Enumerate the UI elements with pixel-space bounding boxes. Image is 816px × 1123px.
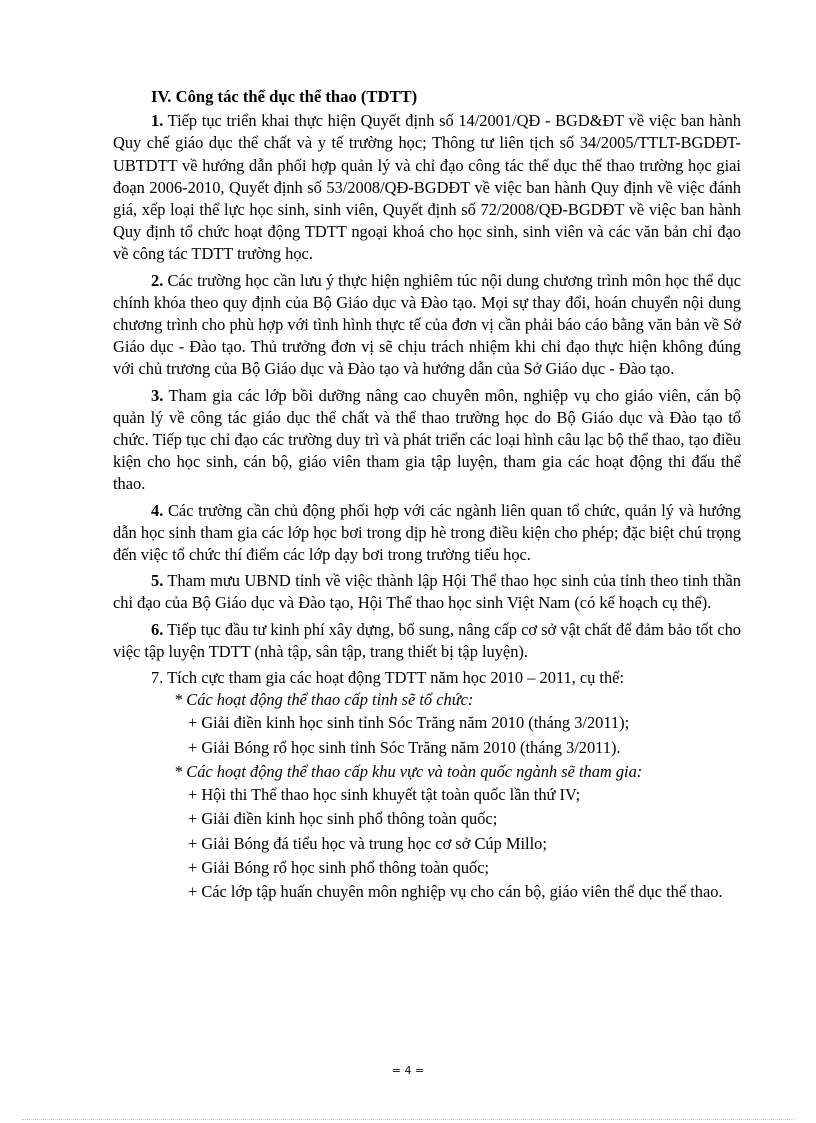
paragraph-text: Tham gia các lớp bồi dưỡng nâng cao chuyên môn, nghiệp vụ cho giáo viên, cán bộ quản lý về công tác giáo dục thể chất và thể thao trường học do Bộ Giáo dục và Đào tạo tổ chức. Tiếp tục chỉ đạo các trường duy trì và phát triển các loại hình câu lạc bộ thể thao, tạo điều kiện cho học sinh, cán bộ, giáo viên tham gia tập luyện, tham gia các hoạt động thi đấu thể thao. [113, 385, 741, 494]
paragraph-number: 1. [151, 111, 164, 131]
paragraph-2 [113, 270, 741, 381]
paragraph-text: Tham mưu UBND tỉnh về việc thành lập Hội Thể thao học sinh của tỉnh theo tinh thần chỉ đạo của Bộ Giáo dục và Đào tạo, Hội Thể thao học sinh Việt Nam (có kế hoạch cụ thể). [113, 571, 741, 613]
paragraph-number: 6. [151, 619, 164, 639]
national-item: + Giải Bóng rổ học sinh phổ thông toàn quốc; [188, 857, 490, 877]
national-heading: * Các hoạt động thể thao cấp khu vực và toàn quốc ngành sẽ tham gia: [174, 761, 643, 781]
document-body [113, 86, 741, 903]
page-number: = 4 = [391, 1064, 425, 1077]
paragraph-text: Tiếp tục đầu tư kinh phí xây dựng, bổ sung, nâng cấp cơ sở vật chất để đảm bảo tốt cho việc tập luyện TDTT (nhà tập, sân tập, trang thiết bị tập luyện). [113, 619, 741, 661]
national-item: + Giải Bóng đá tiểu học và trung học cơ sở Cúp Millo; [188, 833, 547, 853]
paragraph-number: 5. [151, 571, 164, 591]
paragraph-text: Tiếp tục triển khai thực hiện Quyết định số 14/2001/QĐ - BGD&ĐT về việc ban hành Quy chế giáo dục thể chất và y tế trường học; Thông tư liên tịch số 34/2005/TTLT-BGDĐT-UBTDTT về hướng dẫn phối hợp quản lý và chỉ đạo công tác thể dục thể thao trường học giai đoạn 2006-2010, Quyết định số 53/2008/QĐ-BGDĐT về việc ban hành Quy định về việc đánh giá, xếp loại thể lực học sinh, sinh viên, Quyết định số 72/2008/QĐ-BGDĐT về việc ban hành Quy định tổ chức hoạt động TDTT ngoại khoá cho học sinh, sinh viên và các văn bản chỉ đạo về công tác TDTT trường học. [113, 111, 741, 264]
national-item: + Giải điền kinh học sinh phổ thông toàn quốc; [188, 809, 498, 829]
paragraph-6 [113, 619, 741, 663]
paragraph-4 [113, 500, 741, 567]
section-heading: IV. Công tác thể dục thể thao (TDTT) [151, 87, 418, 106]
provincial-heading: * Các hoạt động thể thao cấp tỉnh sẽ tổ chức: [174, 690, 474, 710]
national-item-last: + Các lớp tập huấn chuyên môn nghiệp vụ cho cán bộ, giáo viên thể dục thể thao. [188, 881, 723, 901]
paragraph-text: Các trường học cần lưu ý thực hiện nghiêm túc nội dung chương trình môn học thể dục chính khóa theo quy định của Bộ Giáo dục và Đào tạo. Mọi sự thay đổi, hoán chuyển nội dung chương trình cho phù hợp với tình hình thực tế của đơn vị cần phải báo cáo bằng văn bản về Sở Giáo dục - Đào tạo. Thủ trưởng đơn vị sẽ chịu trách nhiệm khi chỉ đạo thực hiện không đúng với chủ trương của Bộ Giáo dục và Đào tạo và hướng dẫn của Sở Giáo dục - Đào tạo. [113, 270, 741, 379]
paragraph-number: 4. [151, 500, 164, 520]
paragraph-3 [113, 385, 741, 496]
paragraph-text: Các trường cần chủ động phối hợp với các ngành liên quan tổ chức, quản lý và hướng dẫn học sinh tham gia các lớp học bơi trong dịp hè trong điều kiện cho phép; đặc biệt chú trọng đến việc tổ chức thí điểm các lớp dạy bơi trong trường tiểu học. [113, 500, 741, 565]
paragraph-number: 2. [151, 270, 164, 290]
provincial-item: + Giải Bóng rổ học sinh tỉnh Sóc Trăng năm 2010 (tháng 3/2011). [188, 737, 621, 757]
page-divider [22, 1119, 794, 1120]
provincial-item: + Giải điền kinh học sinh tỉnh Sóc Trăng năm 2010 (tháng 3/2011); [188, 713, 630, 733]
national-item: + Hội thi Thể thao học sinh khuyết tật toàn quốc lần thứ IV; [188, 785, 581, 805]
item-7: 7. Tích cực tham gia các hoạt động TDTT năm học 2010 – 2011, cụ thể: [151, 668, 625, 688]
paragraph-5 [113, 570, 741, 614]
paragraph-1 [113, 110, 741, 265]
paragraph-number: 3. [151, 385, 164, 405]
